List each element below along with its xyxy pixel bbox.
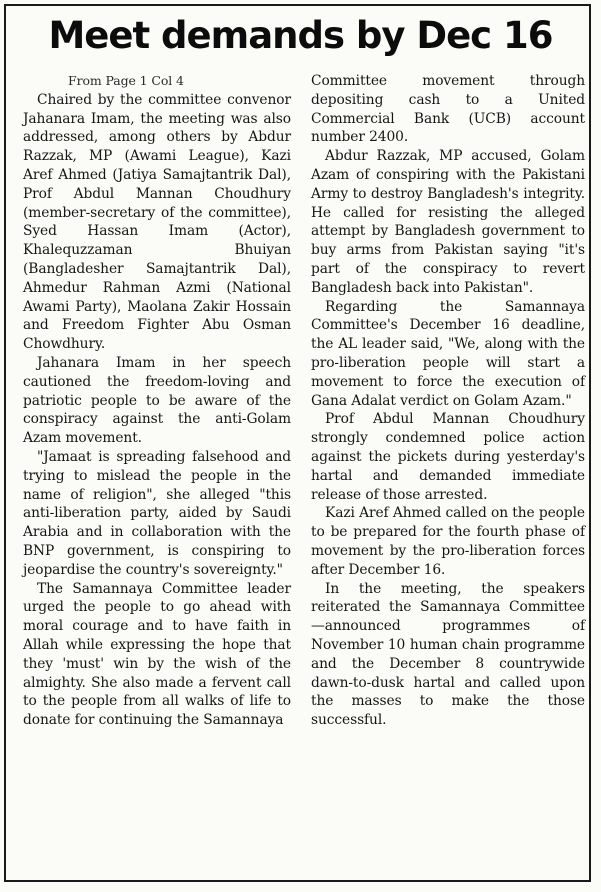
right-column (311, 72, 585, 730)
paragraph: The Samannaya Committee leader urged the people to go ahead with moral courage and to have faith in Allah while expressing the hope that they 'must' win by the wish of the almighty. She also made a fervent call to the people from all walks of life to donate for continuing the Samannaya (23, 580, 291, 729)
paragraph: Prof Abdul Mannan Choudhury strongly condemned police action against the pickets during yesterday's hartal and demanded immediate release of those arrested. (311, 411, 585, 503)
paragraph: Chaired by the committee convenor Jahanara Imam, the meeting was also addressed, among others by Abdur Razzak, MP (Awami League), Kazi Aref Ahmed (Jatiya Samajtantrik Dal), Prof Abdul Mannan Choudhury (member-secretary of the committee), Syed Hassan Imam (Actor), Khalequzzaman Bhuiyan (Bangladesher Samajtantrik Dal), Ahmedur Rahman Azmi (National Awami Party), Maolana Zakir Hossain and Freedom Fighter Abu Osman Chowdhury. (23, 91, 291, 353)
paragraph: Kazi Aref Ahmed called on the people to be prepared for the fourth phase of movement by the pro-liberation forces after December 16. (311, 505, 585, 578)
paragraph: Regarding the Samannaya Committee's December 16 deadline, the AL leader said, "We, along with the pro-liberation people will start a movement to force the execution of Gana Adalat verdict on Golam Azam." (311, 298, 585, 409)
paragraph: "Jamaat is spreading falsehood and trying to mislead the people in the name of religion", she alleged "this anti-liberation party, aided by Saudi Arabia and in collaboration with the BNP government, is conspiring to jeopardise the country's sovereignty." (23, 448, 291, 578)
paragraph: Jahanara Imam in her speech cautioned the freedom-loving and patriotic people to be aware of the conspiracy against the anti-Golam Azam movement. (23, 354, 291, 447)
left-column (23, 72, 291, 730)
jump-line: From Page 1 Col 4 (68, 73, 184, 88)
paragraph: Abdur Razzak, MP accused, Golam Azam of conspiring with the Pakistani Army to destroy Bangladesh's integrity. He called for resisting the alleged attempt by Bangladesh government to buy arms from Pakistan saying "it's part of the conspiracy to revert Bangladesh back into Pakistan". (311, 148, 585, 296)
paragraph-continuation: Committee movement through depositing cash to a United Commercial Bank (UCB) account number 2400. (311, 73, 585, 146)
paragraph: In the meeting, the speakers reiterated the Samannaya Committee—announced programmes of November 10 human chain programme and the December 8 countrywide dawn-to-dusk hartal and called upon the masses to make the those successful. (311, 580, 585, 729)
headline: Meet demands by Dec 16 (48, 14, 553, 57)
